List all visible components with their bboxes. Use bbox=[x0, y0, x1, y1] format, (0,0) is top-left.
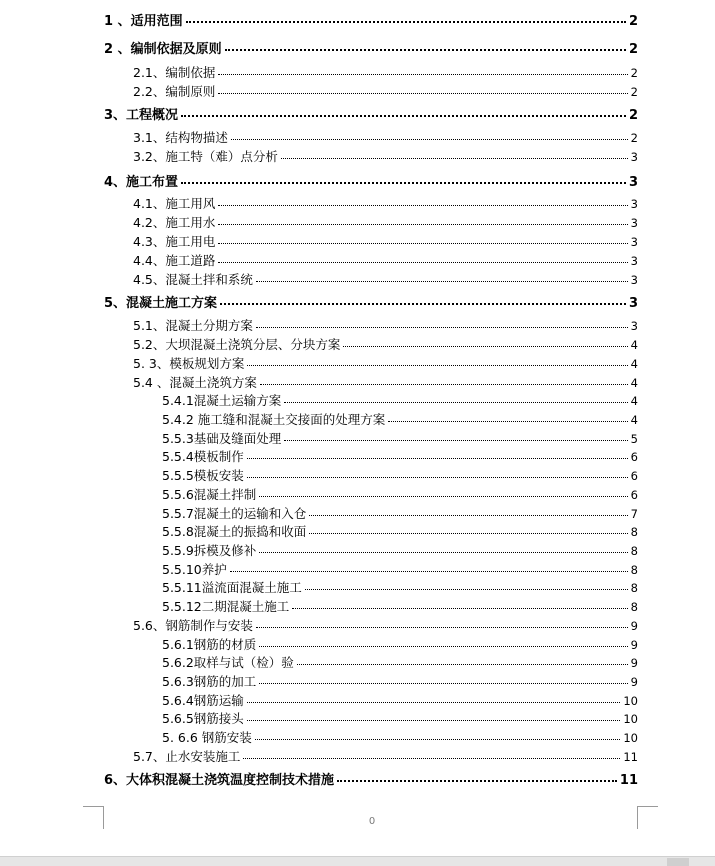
toc-entry-title: 5. 6.6 钢筋安装 bbox=[162, 730, 252, 745]
toc-dot-leader bbox=[181, 114, 626, 117]
toc-entry-page: 8 bbox=[630, 544, 638, 558]
toc-entry-page: 2 bbox=[630, 85, 638, 99]
toc-entry-page: 9 bbox=[630, 656, 638, 670]
toc-entry[interactable] bbox=[133, 316, 638, 334]
toc-dot-leader bbox=[247, 364, 627, 366]
toc-dot-leader bbox=[284, 439, 627, 441]
toc-entry-title: 5.5.4模板制作 bbox=[162, 449, 244, 464]
toc-entry-page: 8 bbox=[630, 563, 638, 577]
toc-entry-title: 5、混凝土施工方案 bbox=[104, 296, 218, 311]
toc-entry-title: 5.6.4钢筋运输 bbox=[162, 693, 244, 708]
toc-entry-page: 3 bbox=[630, 273, 638, 287]
toc-entry-page: 4 bbox=[630, 394, 638, 408]
toc-entry-page: 3 bbox=[630, 254, 638, 268]
toc-entry-page: 2 bbox=[628, 108, 638, 123]
toc-entry[interactable] bbox=[162, 709, 638, 727]
toc-entry[interactable] bbox=[162, 691, 638, 709]
toc-entry[interactable] bbox=[162, 485, 638, 503]
toc-entry-title: 5.5.5模板安装 bbox=[162, 468, 244, 483]
toc-entry[interactable] bbox=[162, 391, 638, 409]
toc-entry-page: 3 bbox=[630, 150, 638, 164]
toc-dot-leader bbox=[247, 476, 628, 478]
toc-entry-title: 5.5.12二期混凝土施工 bbox=[162, 599, 290, 614]
toc-entry-page: 3 bbox=[630, 216, 638, 230]
toc-entry[interactable] bbox=[133, 251, 638, 269]
toc-entry[interactable] bbox=[133, 82, 638, 100]
toc-dot-leader bbox=[225, 48, 626, 51]
toc-dot-leader bbox=[388, 420, 627, 422]
toc-entry-page: 4 bbox=[630, 357, 638, 371]
toc-entry-page: 10 bbox=[623, 694, 638, 708]
toc-entry-page: 4 bbox=[630, 338, 638, 352]
toc-entry-title: 2 、编制依据及原则 bbox=[104, 42, 222, 57]
toc-dot-leader bbox=[231, 138, 628, 140]
toc-entry-title: 5.5.11溢流面混凝土施工 bbox=[162, 580, 302, 595]
toc-dot-leader bbox=[259, 682, 627, 684]
toc-entry-title: 5.5.7混凝土的运输和入仓 bbox=[162, 506, 307, 521]
toc-dot-leader bbox=[259, 645, 627, 647]
toc-dot-leader bbox=[309, 514, 627, 516]
page-corner-mark-left bbox=[83, 806, 104, 829]
toc-entry-title: 6、大体积混凝土浇筑温度控制技术措施 bbox=[104, 773, 335, 788]
toc-entry[interactable] bbox=[133, 232, 638, 250]
toc-entry[interactable] bbox=[133, 335, 638, 353]
toc-entry[interactable] bbox=[133, 63, 638, 81]
toc-entry[interactable] bbox=[133, 373, 638, 391]
toc-entry-title: 4.4、施工道路 bbox=[133, 253, 216, 268]
toc-entry[interactable] bbox=[162, 466, 638, 484]
page-corner-mark-right bbox=[637, 806, 658, 829]
toc-dot-leader bbox=[337, 779, 617, 782]
toc-entry-page: 11 bbox=[623, 750, 638, 764]
toc-entry-title: 5.4 、混凝土浇筑方案 bbox=[133, 375, 257, 390]
toc-entry-title: 5.6.2取样与试（检）验 bbox=[162, 655, 294, 670]
toc-entry[interactable] bbox=[104, 10, 638, 29]
toc-entry-page: 9 bbox=[630, 675, 638, 689]
toc-entry[interactable] bbox=[162, 672, 638, 690]
toc-dot-leader bbox=[284, 401, 627, 403]
toc-entry-page: 2 bbox=[628, 42, 638, 57]
toc-entry-page: 3 bbox=[630, 319, 638, 333]
footer-page-number: 0 bbox=[368, 816, 376, 827]
toc-dot-leader bbox=[218, 92, 627, 94]
toc-dot-leader bbox=[218, 261, 627, 263]
toc-entry-title: 5. 3、模板规划方案 bbox=[133, 356, 245, 371]
toc-dot-leader bbox=[243, 757, 620, 759]
toc-dot-leader bbox=[220, 302, 626, 305]
toc-entry-title: 4.2、施工用水 bbox=[133, 215, 216, 230]
toc-dot-leader bbox=[247, 719, 621, 721]
toc-entry[interactable] bbox=[162, 635, 638, 653]
toc-dot-leader bbox=[255, 738, 621, 740]
toc-entry-title: 5.2、大坝混凝土浇筑分层、分块方案 bbox=[133, 337, 341, 352]
toc-entry-page: 6 bbox=[630, 450, 638, 464]
toc-entry-page: 9 bbox=[630, 638, 638, 652]
toc-entry-page: 9 bbox=[630, 619, 638, 633]
toc-dot-leader bbox=[260, 383, 628, 385]
toc-entry-page: 8 bbox=[630, 581, 638, 595]
toc-dot-leader bbox=[259, 495, 627, 497]
toc-entry-page: 3 bbox=[628, 175, 638, 190]
toc-entry-page: 10 bbox=[623, 712, 638, 726]
toc-entry[interactable] bbox=[162, 560, 638, 578]
toc-entry[interactable] bbox=[104, 292, 638, 311]
toc-entry[interactable] bbox=[133, 747, 638, 765]
toc-dot-leader bbox=[218, 73, 627, 75]
toc-entry-title: 4、施工布置 bbox=[104, 175, 179, 190]
toc-entry-title: 4.3、施工用电 bbox=[133, 234, 216, 249]
toc-entry[interactable] bbox=[162, 653, 638, 671]
toc-dot-leader bbox=[309, 532, 627, 534]
toc-entry-page: 6 bbox=[630, 469, 638, 483]
toc-entry-title: 4.5、混凝土拌和系统 bbox=[133, 272, 253, 287]
toc-entry-title: 5.5.9拆模及修补 bbox=[162, 543, 257, 558]
scrollbar-thumb[interactable] bbox=[667, 858, 689, 866]
toc-entry-title: 2.2、编制原则 bbox=[133, 84, 216, 99]
toc-dot-leader bbox=[218, 223, 627, 225]
toc-entry[interactable] bbox=[162, 578, 638, 596]
toc-dot-leader bbox=[281, 157, 628, 159]
toc-dot-leader bbox=[218, 204, 627, 206]
toc-entry-page: 2 bbox=[628, 14, 638, 29]
toc-entry-page: 7 bbox=[630, 507, 638, 521]
toc-entry[interactable] bbox=[133, 354, 638, 372]
toc-entry[interactable] bbox=[133, 616, 638, 634]
toc-entry[interactable] bbox=[162, 728, 638, 746]
toc-entry-page: 8 bbox=[630, 600, 638, 614]
toc-entry-page: 2 bbox=[630, 66, 638, 80]
toc-entry-title: 4.1、施工用风 bbox=[133, 196, 216, 211]
toc-dot-leader bbox=[256, 626, 628, 628]
toc-entry[interactable] bbox=[162, 429, 638, 447]
toc-entry-page: 3 bbox=[628, 296, 638, 311]
horizontal-scrollbar[interactable] bbox=[0, 856, 715, 866]
toc-entry[interactable] bbox=[162, 504, 638, 522]
toc-entry-title: 5.7、止水安装施工 bbox=[133, 749, 241, 764]
toc-entry-page: 3 bbox=[630, 197, 638, 211]
toc-entry[interactable] bbox=[104, 104, 638, 123]
toc-dot-leader bbox=[292, 607, 627, 609]
toc-entry-page: 11 bbox=[619, 773, 638, 788]
toc-dot-leader bbox=[186, 20, 626, 23]
toc-entry-title: 5.4.2 施工缝和混凝土交接面的处理方案 bbox=[162, 412, 386, 427]
toc-entry-page: 3 bbox=[630, 235, 638, 249]
toc-entry[interactable] bbox=[162, 541, 638, 559]
toc-entry-title: 3.2、施工特（难）点分析 bbox=[133, 149, 278, 164]
toc-entry[interactable] bbox=[133, 213, 638, 231]
toc-dot-leader bbox=[297, 663, 628, 665]
toc-entry-title: 3、工程概况 bbox=[104, 108, 179, 123]
toc-dot-leader bbox=[305, 588, 628, 590]
toc-entry-title: 5.5.8混凝土的振捣和收面 bbox=[162, 524, 307, 539]
toc-dot-leader bbox=[247, 701, 621, 703]
toc-entry[interactable] bbox=[104, 171, 638, 190]
toc-entry-title: 5.5.10养护 bbox=[162, 562, 227, 577]
toc-entry-title: 5.5.3基础及缝面处理 bbox=[162, 431, 282, 446]
toc-entry[interactable] bbox=[162, 447, 638, 465]
toc-dot-leader bbox=[230, 570, 628, 572]
toc-entry[interactable] bbox=[162, 410, 638, 428]
toc-entry-title: 1 、适用范围 bbox=[104, 14, 183, 29]
toc-entry-page: 2 bbox=[630, 131, 638, 145]
toc-entry-page: 8 bbox=[630, 525, 638, 539]
toc-entry[interactable] bbox=[133, 128, 638, 146]
toc-entry-page: 10 bbox=[623, 731, 638, 745]
toc-dot-leader bbox=[256, 326, 628, 328]
toc-entry-title: 5.6.3钢筋的加工 bbox=[162, 674, 257, 689]
toc-dot-leader bbox=[247, 457, 628, 459]
toc-dot-leader bbox=[343, 345, 627, 347]
toc-entry-title: 5.5.6混凝土拌制 bbox=[162, 487, 257, 502]
toc-entry-title: 2.1、编制依据 bbox=[133, 65, 216, 80]
toc-entry[interactable] bbox=[162, 522, 638, 540]
toc-entry-title: 5.6、钢筋制作与安装 bbox=[133, 618, 253, 633]
toc-dot-leader bbox=[218, 242, 627, 244]
toc-entry-title: 5.6.1钢筋的材质 bbox=[162, 637, 257, 652]
toc-entry-title: 5.6.5钢筋接头 bbox=[162, 711, 244, 726]
toc-dot-leader bbox=[256, 280, 628, 282]
toc-entry[interactable] bbox=[133, 147, 638, 165]
toc-entry-title: 5.4.1混凝土运输方案 bbox=[162, 393, 282, 408]
toc-entry[interactable] bbox=[133, 194, 638, 212]
toc-entry[interactable] bbox=[104, 38, 638, 57]
toc-entry[interactable] bbox=[104, 769, 638, 788]
toc-entry-page: 4 bbox=[630, 413, 638, 427]
toc-entry[interactable] bbox=[162, 597, 638, 615]
toc-entry-page: 4 bbox=[630, 376, 638, 390]
toc-entry-page: 5 bbox=[630, 432, 638, 446]
toc-dot-leader bbox=[181, 181, 626, 184]
toc-entry-title: 3.1、结构物描述 bbox=[133, 130, 228, 145]
toc-entry-title: 5.1、混凝土分期方案 bbox=[133, 318, 253, 333]
toc-dot-leader bbox=[259, 551, 627, 553]
toc-entry[interactable] bbox=[133, 270, 638, 288]
toc-entry-page: 6 bbox=[630, 488, 638, 502]
